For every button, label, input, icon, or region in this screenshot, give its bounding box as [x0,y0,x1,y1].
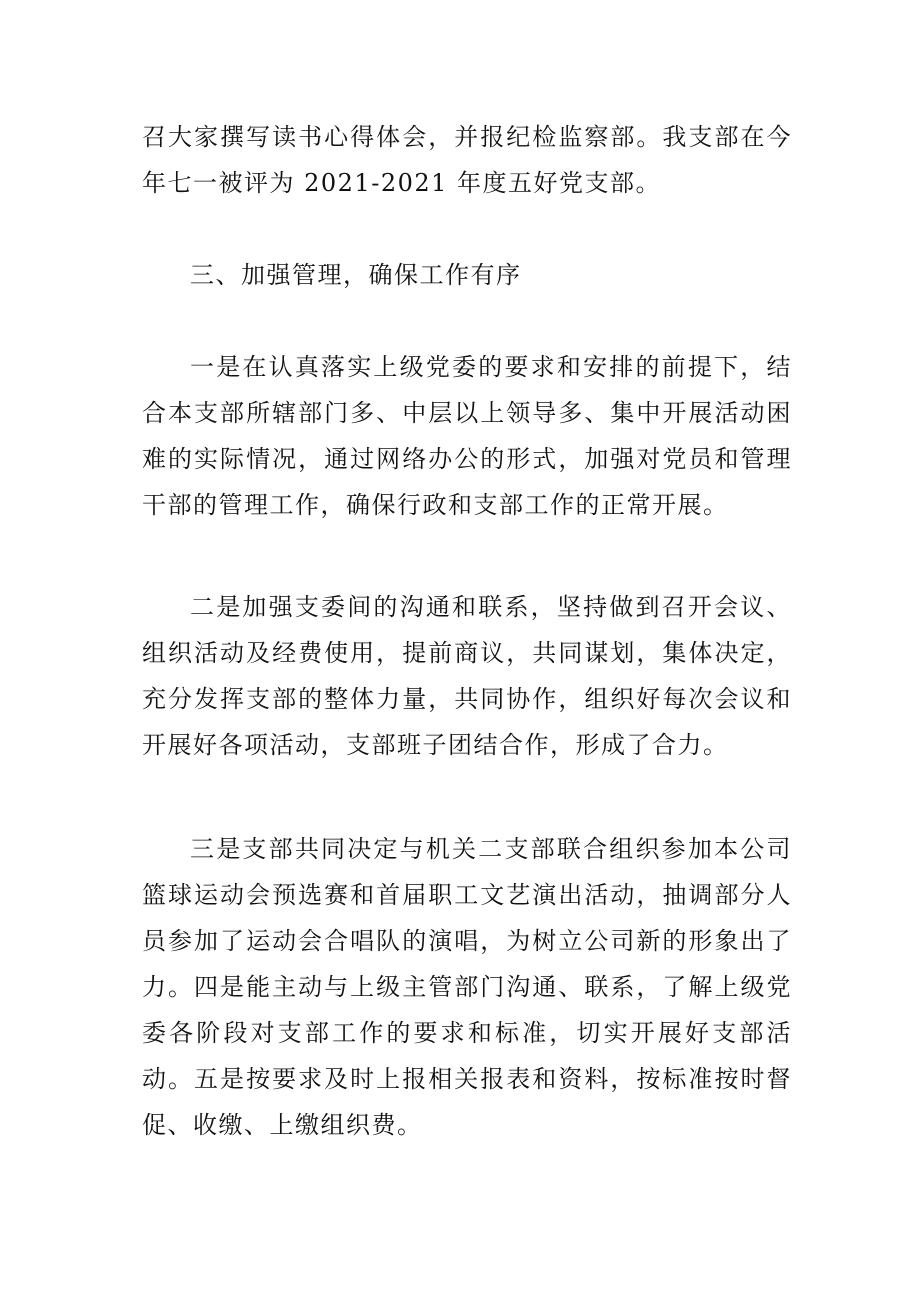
paragraph-continuation: 召大家撰写读书心得体会，并报纪检监察部。我支部在今年七一被评为 2021-2021 年度五好党支部。 [142,123,792,197]
paragraph-management-second: 二是加强支委间的沟通和联系，坚持做到召开会议、组织活动及经费使用，提前商议，共同谋划，集体决定，充分发挥支部的整体力量，共同协作，组织好每次会议和开展好各项活动，支部班子团结合作，形成了合力。 [142,593,792,759]
paragraph-management-first: 一是在认真落实上级党委的要求和安排的前提下，结合本支部所辖部门多、中层以上领导多、集中开展活动困难的实际情况，通过网络办公的形式，加强对党员和管理干部的管理工作，确保行政和支部工作的正常开展。 [142,353,792,519]
section-heading: 三、加强管理，确保工作有序 [190,261,522,289]
paragraph-management-third: 三是支部共同决定与机关二支部联合组织参加本公司篮球运动会预选赛和首届职工文艺演出活动，抽调部分人员参加了运动会合唱队的演唱，为树立公司新的形象出了力。四是能主动与上级主管部门沟通、联系，了解上级党委各阶段对支部工作的要求和标准，切实开展好支部活动。五是按要求及时上报相关报表和资料，按标准按时督促、收缴、上缴组织费。 [142,835,792,1139]
document-body [142,114,792,1148]
